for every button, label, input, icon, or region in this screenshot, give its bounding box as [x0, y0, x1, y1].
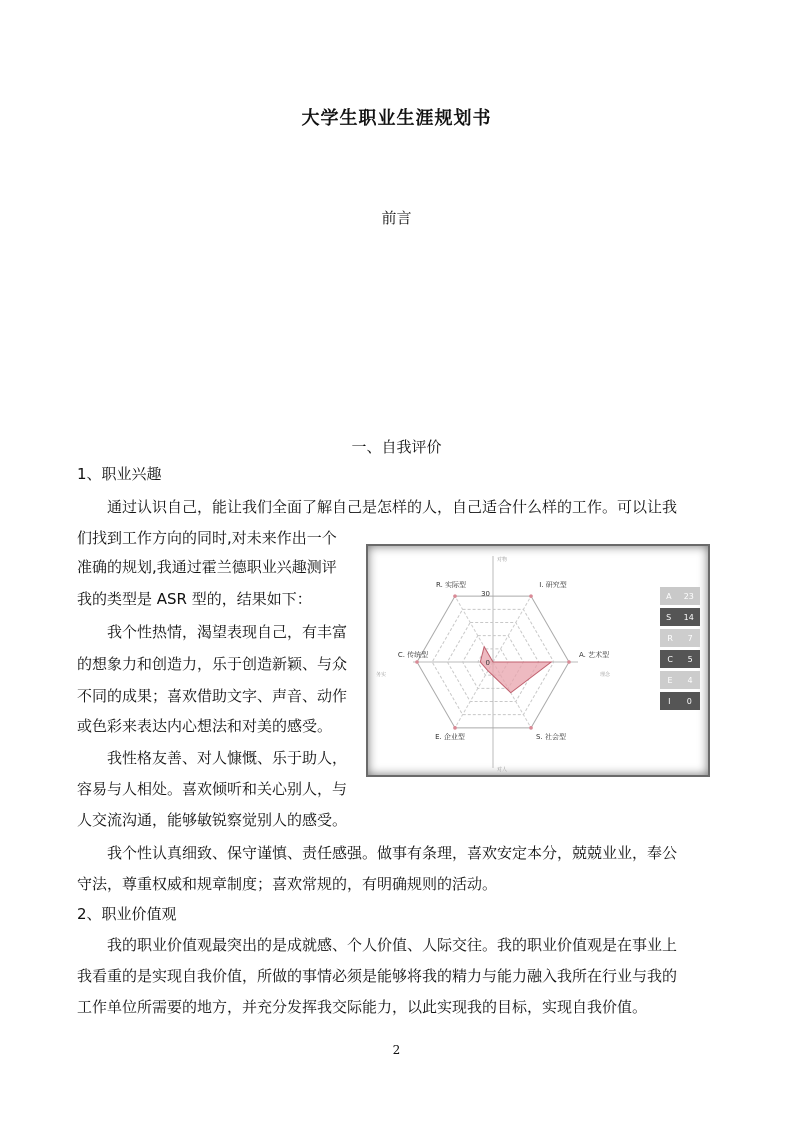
- axis-label: S. 社会型: [536, 732, 566, 741]
- paragraph-line: 不同的成果；喜欢借助文字、声音、动作: [77, 687, 348, 705]
- legend-item: [660, 608, 700, 626]
- paragraph-line: 我个性热情，渴望表现自己，有丰富: [107, 623, 348, 641]
- spoke: [493, 596, 531, 662]
- legend-code: E: [667, 675, 673, 685]
- document-title: 大学生职业生涯规划书: [301, 108, 492, 129]
- legend-code: A: [666, 591, 672, 601]
- max-value-label: 30: [481, 590, 490, 598]
- legend-value: 5: [687, 654, 693, 664]
- axis-marker: [529, 726, 533, 730]
- legend-value: 0: [686, 696, 692, 706]
- axis-end-label-top: 对物: [497, 557, 508, 563]
- axis-marker: [453, 726, 457, 730]
- legend-code: I: [668, 696, 671, 706]
- axis-label: E. 企业型: [435, 732, 465, 741]
- axis-label: I. 研究型: [539, 581, 567, 590]
- spoke: [455, 662, 493, 728]
- legend-code: C: [667, 654, 673, 664]
- legend-value: 4: [687, 675, 693, 685]
- paragraph-line: 通过认识自己，能让我们全面了解自己是怎样的人，自己适合什么样的工作。可以让我: [107, 498, 678, 516]
- axis-marker: [529, 594, 533, 598]
- data-area: [480, 647, 551, 693]
- legend-item: [660, 671, 700, 689]
- axis-end-label-right: 理念: [600, 672, 611, 678]
- legend-code: R: [667, 633, 673, 643]
- legend-value: 23: [683, 591, 694, 601]
- paragraph-line: 我个性认真细致、保守谨慎、责任感强。做事有条理，喜欢安定本分，兢兢业业，奉公: [107, 844, 678, 862]
- legend-value: 7: [687, 633, 693, 643]
- preface-heading: 前言: [381, 209, 412, 227]
- page-number: 2: [392, 1043, 401, 1057]
- legend-item: [660, 629, 700, 647]
- axis-marker: [567, 660, 571, 664]
- subheading-interest: 1、职业兴趣: [77, 465, 162, 483]
- paragraph-line: 人交流沟通，能够敏锐察觉别人的感受。: [77, 811, 348, 829]
- axis-label: C. 传统型: [397, 651, 429, 659]
- paragraph-line: 容易与人相处。喜欢倾听和关心别人，与: [77, 780, 348, 798]
- legend-code: S: [666, 612, 672, 622]
- axis-label: A. 艺术型: [579, 651, 610, 659]
- paragraph-line: 的想象力和创造力，乐于创造新颖、与众: [77, 655, 348, 673]
- legend-item: [660, 650, 700, 668]
- section-heading: 一、自我评价: [351, 438, 442, 456]
- center-value-label: 0: [485, 659, 490, 667]
- axis-marker: [415, 660, 419, 664]
- paragraph-line: 工作单位所需要的地方，并充分发挥我交际能力，以此实现我的目标，实现自我价值。: [77, 998, 648, 1016]
- paragraph-line: 我看重的是实现自我价值，所做的事情必须是能够将我的精力与能力融入我所在行业与我的: [77, 967, 678, 985]
- legend-item: [660, 692, 700, 710]
- paragraph-line: 准确的规划,我通过霍兰德职业兴趣测评: [77, 558, 337, 576]
- axis-label: R. 实际型: [435, 581, 467, 590]
- paragraph-line: 我的职业价值观最突出的是成就感、个人价值、人际交往。我的职业价值观是在事业上: [107, 936, 678, 954]
- legend-value: 14: [683, 612, 694, 622]
- axis-end-label-left: 务实: [376, 672, 387, 678]
- radar-svg: [368, 546, 708, 775]
- axis-marker: [453, 594, 457, 598]
- holland-radar-chart: [368, 546, 708, 775]
- paragraph-line: 我性格友善、对人慷慨、乐于助人，: [107, 749, 348, 767]
- legend-item: [660, 587, 700, 605]
- paragraph-line: 守法，尊重权威和规章制度；喜欢常规的，有明确规则的活动。: [77, 875, 498, 893]
- paragraph-line: 们找到工作方向的同时,对未来作出一个: [77, 529, 337, 547]
- axis-end-label-bottom: 对人: [497, 767, 508, 773]
- paragraph-line: 或色彩来表达内心想法和对美的感受。: [77, 717, 333, 735]
- subheading-values: 2、职业价值观: [77, 905, 177, 923]
- score-legend: [660, 587, 700, 713]
- paragraph-line: 我的类型是 ASR 型的，结果如下：: [77, 590, 312, 608]
